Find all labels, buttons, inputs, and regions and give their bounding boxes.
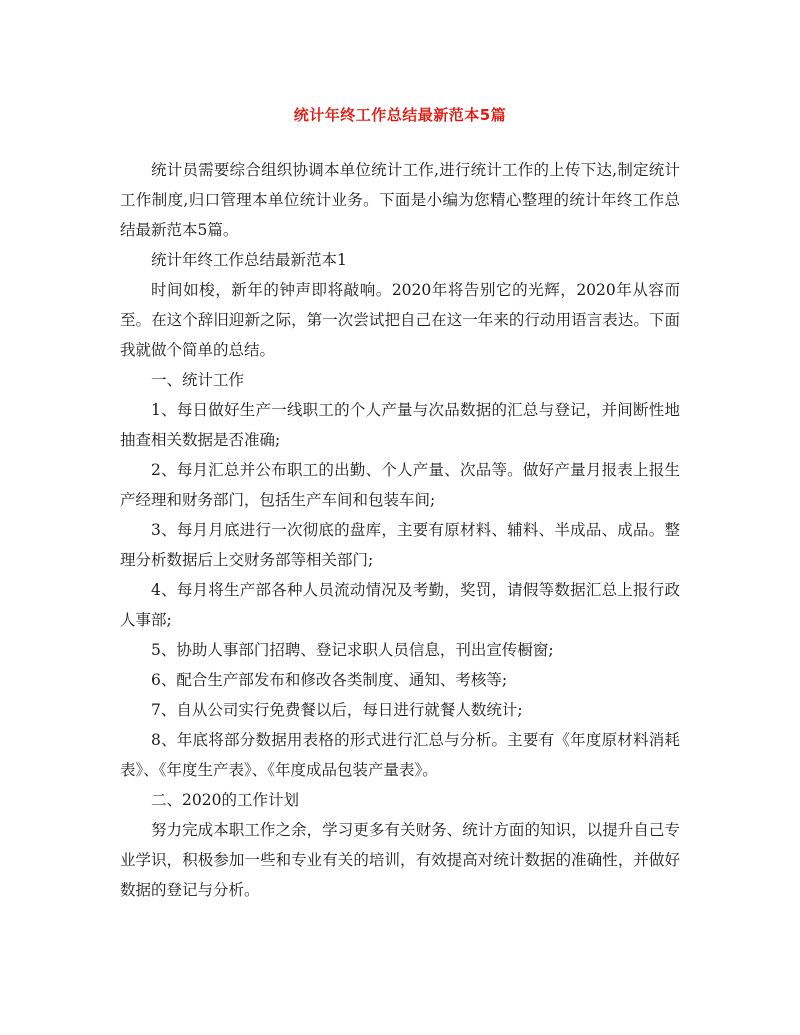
document-title: 统计年终工作总结最新范本5篇 bbox=[293, 106, 507, 124]
section-heading-statistics-work: 一、统计工作 bbox=[151, 371, 245, 389]
document-body bbox=[120, 155, 680, 905]
list-item-7: 7、自从公司实行免费餐以后，每日进行就餐人数统计; bbox=[151, 701, 523, 719]
list-item-1: 1、每日做好生产一线职工的个人产量与次品数据的汇总与登记，并间断性地抽查相关数据是否准确; bbox=[120, 401, 680, 449]
list-item-4: 4、每月将生产部各种人员流动情况及考勤，奖罚，请假等数据汇总上报行政人事部; bbox=[120, 581, 680, 629]
intro-paragraph: 统计员需要综合组织协调本单位统计工作,进行统计工作的上传下达,制定统计工作制度,归口管理本单位统计业务。下面是小编为您精心整理的统计年终工作总结最新范本5篇。 bbox=[120, 161, 680, 239]
plan-paragraph: 努力完成本职工作之余，学习更多有关财务、统计方面的知识，以提升自己专业学识，积极参加一些和专业有关的培训，有效提高对统计数据的准确性，并做好数据的登记与分析。 bbox=[120, 821, 680, 899]
list-item-8: 8、年底将部分数据用表格的形式进行汇总与分析。主要有《年度原材料消耗表》、《年度生产表》、《年度成品包装产量表》。 bbox=[120, 731, 680, 779]
section-heading-sample-1: 统计年终工作总结最新范本1 bbox=[151, 251, 347, 269]
opening-paragraph: 时间如梭，新年的钟声即将敲响。2020年将告别它的光辉，2020年从容而至。在这个辞旧迎新之际，第一次尝试把自己在这一年来的行动用语言表达。下面我就做个简单的总结。 bbox=[120, 281, 680, 359]
list-item-5: 5、协助人事部门招聘、登记求职人员信息，刊出宣传橱窗; bbox=[151, 641, 554, 659]
list-item-2: 2、每月汇总并公布职工的出勤、个人产量、次品等。做好产量月报表上报生产经理和财务部门，包括生产车间和包装车间; bbox=[120, 461, 680, 509]
list-item-6: 6、配合生产部发布和修改各类制度、通知、考核等; bbox=[151, 671, 508, 689]
section-heading-work-plan: 二、2020的工作计划 bbox=[151, 791, 299, 809]
list-item-3: 3、每月月底进行一次彻底的盘库，主要有原材料、辅料、半成品、成品。整理分析数据后上交财务部等相关部门; bbox=[120, 521, 680, 569]
